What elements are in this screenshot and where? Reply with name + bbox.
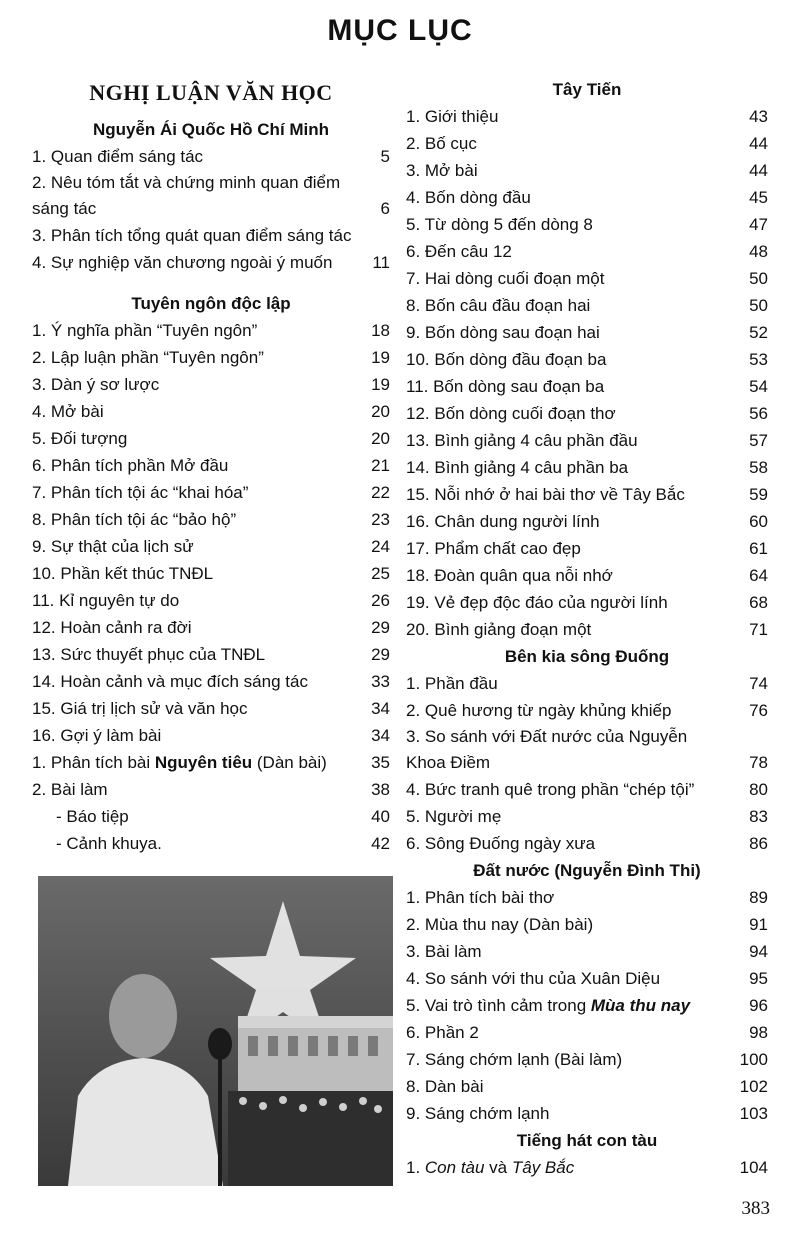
toc-entry[interactable] xyxy=(406,803,768,830)
entry-title: 1. Phân tích bài Nguyên tiêu (Dàn bài) xyxy=(32,753,327,772)
entry-page: 5 xyxy=(380,147,390,166)
entry-title: 6. Đến câu 12 xyxy=(406,242,512,261)
entry-page: 71 xyxy=(749,620,768,639)
toc-entry[interactable] xyxy=(406,319,768,346)
section-heading: Tiếng hát con tàu xyxy=(516,1131,658,1150)
entry-title: 6. Phần 2 xyxy=(406,1023,479,1042)
entry-title: 3. Dàn ý sơ lược xyxy=(32,375,160,394)
toc-entry[interactable] xyxy=(406,884,768,911)
toc-entry[interactable] xyxy=(406,911,768,938)
toc-entry[interactable] xyxy=(406,454,768,481)
entry-title: 1. Quan điểm sáng tác xyxy=(32,147,204,166)
entry-page: 57 xyxy=(749,431,768,450)
toc-entry[interactable] xyxy=(406,1100,768,1127)
entry-page: 24 xyxy=(371,537,390,556)
entry-page: 76 xyxy=(749,701,768,720)
toc-entry[interactable] xyxy=(32,722,390,749)
entry-title: 1. Giới thiệu xyxy=(406,107,499,126)
toc-entry[interactable] xyxy=(406,346,768,373)
entry-title: 14. Hoàn cảnh và mục đích sáng tác xyxy=(32,672,308,691)
toc-entry[interactable] xyxy=(32,222,390,249)
entry-page: 11 xyxy=(372,253,390,272)
toc-entry[interactable] xyxy=(32,614,390,641)
entry-title: 1. Con tàu và Tây Bắc xyxy=(406,1158,575,1177)
toc-entry[interactable] xyxy=(32,371,390,398)
toc-entry[interactable] xyxy=(32,452,390,479)
entry-page: 91 xyxy=(749,915,768,934)
toc-right-column xyxy=(406,76,768,1181)
toc-entry[interactable] xyxy=(406,616,768,643)
toc-entry[interactable] xyxy=(32,803,390,830)
entry-page: 68 xyxy=(749,593,768,612)
entry-title: 15. Nỗi nhớ ở hai bài thơ về Tây Bắc xyxy=(406,485,685,504)
entry-title: 8. Phân tích tội ác “bảo hộ” xyxy=(32,510,237,529)
entry-page: 19 xyxy=(371,348,390,367)
entry-page: 102 xyxy=(739,1077,768,1096)
entry-page: 94 xyxy=(749,942,768,961)
entry-title: 1. Phân tích bài thơ xyxy=(406,888,555,907)
toc-entry[interactable] xyxy=(406,1019,768,1046)
toc-entry[interactable] xyxy=(32,425,390,452)
entry-page: 44 xyxy=(749,134,768,153)
entry-page: 35 xyxy=(371,753,390,772)
entry-title: 9. Sự thật của lịch sử xyxy=(32,537,194,556)
toc-entry[interactable] xyxy=(406,589,768,616)
entry-page: 89 xyxy=(749,888,768,907)
toc-entry[interactable] xyxy=(406,238,768,265)
entry-title: 13. Sức thuyết phục của TNĐL xyxy=(32,645,266,664)
entry-title: 4. Mở bài xyxy=(32,402,104,421)
page-title: MỤC LỤC xyxy=(327,14,473,47)
entry-page: 26 xyxy=(371,591,390,610)
entry-page: 74 xyxy=(749,674,768,693)
section-heading: Đất nước (Nguyễn Đình Thi) xyxy=(473,861,701,880)
entry-title: 7. Sáng chớm lạnh (Bài làm) xyxy=(406,1050,623,1069)
toc-entry[interactable] xyxy=(406,130,768,157)
entry-title: 12. Bốn dòng cuối đoạn thơ xyxy=(406,404,616,423)
entry-title: 20. Bình giảng đoạn một xyxy=(406,620,592,639)
entry-title: 7. Phân tích tội ác “khai hóa” xyxy=(32,483,249,502)
entry-title: 2. Mùa thu nay (Dàn bài) xyxy=(406,915,594,934)
entry-page: 96 xyxy=(749,996,768,1015)
entry-page: 43 xyxy=(749,107,768,126)
entry-page: 6 xyxy=(380,199,390,218)
page-number: 383 xyxy=(741,1198,770,1219)
entry-page: 33 xyxy=(371,672,390,691)
entry-title: 5. Người mẹ xyxy=(406,807,502,826)
toc-entry[interactable] xyxy=(406,1073,768,1100)
entry-page: 59 xyxy=(749,485,768,504)
entry-page: 50 xyxy=(749,269,768,288)
entry-title: 13. Bình giảng 4 câu phần đầu xyxy=(406,431,638,450)
toc-entry[interactable] xyxy=(406,724,768,776)
toc-entry[interactable] xyxy=(406,400,768,427)
entry-page: 29 xyxy=(371,645,390,664)
toc-entry[interactable] xyxy=(406,265,768,292)
toc-entry[interactable] xyxy=(406,562,768,589)
photo-illustration xyxy=(38,876,393,1186)
entry-title: 11. Bốn dòng sau đoạn ba xyxy=(406,377,605,396)
entry-title: 4. Sự nghiệp văn chương ngoài ý muốn xyxy=(32,253,333,272)
entry-page: 54 xyxy=(749,377,768,396)
entry-page: 58 xyxy=(749,458,768,477)
entry-page: 34 xyxy=(371,699,390,718)
toc-entry[interactable] xyxy=(32,749,390,776)
entry-title: 2. Nêu tóm tắt và chứng minh quan điểm sáng tác xyxy=(32,173,341,218)
entry-page: 47 xyxy=(749,215,768,234)
entry-title: 3. Bài làm xyxy=(406,942,482,961)
entry-title: 18. Đoàn quân qua nỗi nhớ xyxy=(406,566,613,585)
toc-entry[interactable] xyxy=(32,533,390,560)
entry-page: 98 xyxy=(749,1023,768,1042)
entry-page: 64 xyxy=(749,566,768,585)
toc-entry[interactable] xyxy=(32,344,390,371)
toc-entry[interactable] xyxy=(32,560,390,587)
entry-title: 3. Phân tích tổng quát quan điểm sáng tác xyxy=(32,226,352,245)
toc-entry[interactable] xyxy=(406,508,768,535)
toc-left-column xyxy=(32,76,390,857)
toc-entry[interactable] xyxy=(406,427,768,454)
toc-entry[interactable] xyxy=(406,211,768,238)
entry-title: 5. Đối tượng xyxy=(32,429,128,448)
entry-title: 4. Bốn dòng đầu xyxy=(406,188,531,207)
entry-title: 4. Bức tranh quê trong phần “chép tội” xyxy=(406,780,695,799)
entry-title: 8. Dàn bài xyxy=(406,1077,484,1096)
toc-entry[interactable] xyxy=(32,479,390,506)
entry-title: 2. Lập luận phần “Tuyên ngôn” xyxy=(32,348,264,367)
entry-title: 3. So sánh với Đất nước của Nguyễn Khoa Điềm xyxy=(406,727,688,772)
toc-entry[interactable] xyxy=(406,157,768,184)
entry-page: 95 xyxy=(749,969,768,988)
toc-entry[interactable] xyxy=(32,668,390,695)
entry-title: 6. Phân tích phần Mở đầu xyxy=(32,456,229,475)
entry-title: 9. Sáng chớm lạnh xyxy=(406,1104,550,1123)
entry-page: 42 xyxy=(371,834,390,853)
entry-title: 2. Bài làm xyxy=(32,780,108,799)
entry-page: 86 xyxy=(749,834,768,853)
entry-page: 52 xyxy=(749,323,768,342)
entry-page: 29 xyxy=(371,618,390,637)
entry-title: 10. Phần kết thúc TNĐL xyxy=(32,564,214,583)
toc-entry[interactable] xyxy=(32,317,390,344)
toc-entry[interactable] xyxy=(406,1046,768,1073)
toc-entry[interactable] xyxy=(32,170,390,222)
toc-entry[interactable] xyxy=(32,249,390,276)
entry-title: 8. Bốn câu đầu đoạn hai xyxy=(406,296,591,315)
entry-title: 3. Mở bài xyxy=(406,161,478,180)
entry-page: 45 xyxy=(749,188,768,207)
entry-title: 17. Phẩm chất cao đẹp xyxy=(406,539,581,558)
toc-entry[interactable] xyxy=(406,776,768,803)
historical-photo xyxy=(38,876,393,1186)
entry-page: 53 xyxy=(749,350,768,369)
entry-page: 104 xyxy=(739,1158,768,1177)
entry-page: 48 xyxy=(749,242,768,261)
entry-title: 5. Vai trò tình cảm trong Mùa thu nay xyxy=(406,996,691,1015)
entry-page: 25 xyxy=(371,564,390,583)
entry-title: 1. Ý nghĩa phần “Tuyên ngôn” xyxy=(32,321,258,340)
entry-title: - Cảnh khuya. xyxy=(56,834,162,853)
entry-title: 15. Giá trị lịch sử và văn học xyxy=(32,699,248,718)
entry-page: 23 xyxy=(371,510,390,529)
entry-title: 4. So sánh với thu của Xuân Diệu xyxy=(406,969,661,988)
toc-entry[interactable] xyxy=(406,670,768,697)
toc-entry[interactable] xyxy=(32,695,390,722)
entry-page: 20 xyxy=(371,402,390,421)
entry-title: 11. Kỉ nguyên tự do xyxy=(32,591,180,610)
entry-page: 61 xyxy=(749,539,768,558)
entry-page: 80 xyxy=(749,780,768,799)
toc-entry[interactable] xyxy=(406,1154,768,1181)
section-heading: Tây Tiến xyxy=(552,80,622,99)
entry-title: 7. Hai dòng cuối đoạn một xyxy=(406,269,605,288)
entry-page: 40 xyxy=(371,807,390,826)
toc-entry[interactable] xyxy=(32,587,390,614)
entry-page: 56 xyxy=(749,404,768,423)
toc-entry[interactable] xyxy=(406,373,768,400)
entry-title: 14. Bình giảng 4 câu phần ba xyxy=(406,458,629,477)
entry-title: 2. Bố cục xyxy=(406,134,477,153)
entry-title: 6. Sông Đuống ngày xưa xyxy=(406,834,596,853)
toc-entry[interactable] xyxy=(32,830,390,857)
toc-entry[interactable] xyxy=(406,965,768,992)
entry-title: 9. Bốn dòng sau đoạn hai xyxy=(406,323,600,342)
entry-title: 1. Phần đầu xyxy=(406,674,498,693)
toc-entry[interactable] xyxy=(32,776,390,803)
toc-entry[interactable] xyxy=(406,103,768,130)
entry-page: 38 xyxy=(371,780,390,799)
entry-page: 103 xyxy=(739,1104,768,1123)
section-heading: Tuyên ngôn độc lập xyxy=(131,294,291,313)
entry-page: 100 xyxy=(739,1050,768,1069)
entry-page: 20 xyxy=(371,429,390,448)
toc-entry[interactable] xyxy=(406,992,768,1019)
toc-entry[interactable] xyxy=(406,184,768,211)
entry-title: 16. Gợi ý làm bài xyxy=(32,726,162,745)
entry-title: 16. Chân dung người lính xyxy=(406,512,600,531)
entry-page: 44 xyxy=(749,161,768,180)
entry-title: 12. Hoàn cảnh ra đời xyxy=(32,618,192,637)
entry-page: 34 xyxy=(371,726,390,745)
toc-entry[interactable] xyxy=(406,292,768,319)
entry-page: 60 xyxy=(749,512,768,531)
entry-page: 19 xyxy=(371,375,390,394)
toc-entry[interactable] xyxy=(32,143,390,170)
toc-entry[interactable] xyxy=(406,697,768,724)
entry-title: 5. Từ dòng 5 đến dòng 8 xyxy=(406,215,593,234)
entry-title: - Báo tiệp xyxy=(56,807,129,826)
part-title: NGHỊ LUẬN VĂN HỌC xyxy=(89,80,333,105)
entry-page: 22 xyxy=(371,483,390,502)
toc-entry[interactable] xyxy=(406,938,768,965)
toc-entry[interactable] xyxy=(32,506,390,533)
section-heading: Bên kia sông Đuống xyxy=(504,647,670,666)
entry-page: 50 xyxy=(749,296,768,315)
entry-title: 10. Bốn dòng đầu đoạn ba xyxy=(406,350,607,369)
entry-title: 2. Quê hương từ ngày khủng khiếp xyxy=(406,701,672,720)
toc-entry[interactable] xyxy=(406,830,768,857)
entry-page: 21 xyxy=(371,456,390,475)
toc-entry[interactable] xyxy=(32,398,390,425)
entry-title: 19. Vẻ đẹp độc đáo của người lính xyxy=(406,593,668,612)
toc-entry[interactable] xyxy=(406,535,768,562)
entry-page: 78 xyxy=(749,753,768,772)
entry-page: 83 xyxy=(749,807,768,826)
toc-entry[interactable] xyxy=(406,481,768,508)
toc-entry[interactable] xyxy=(32,641,390,668)
section-heading: Nguyễn Ái Quốc Hồ Chí Minh xyxy=(92,120,330,139)
entry-page: 18 xyxy=(371,321,390,340)
